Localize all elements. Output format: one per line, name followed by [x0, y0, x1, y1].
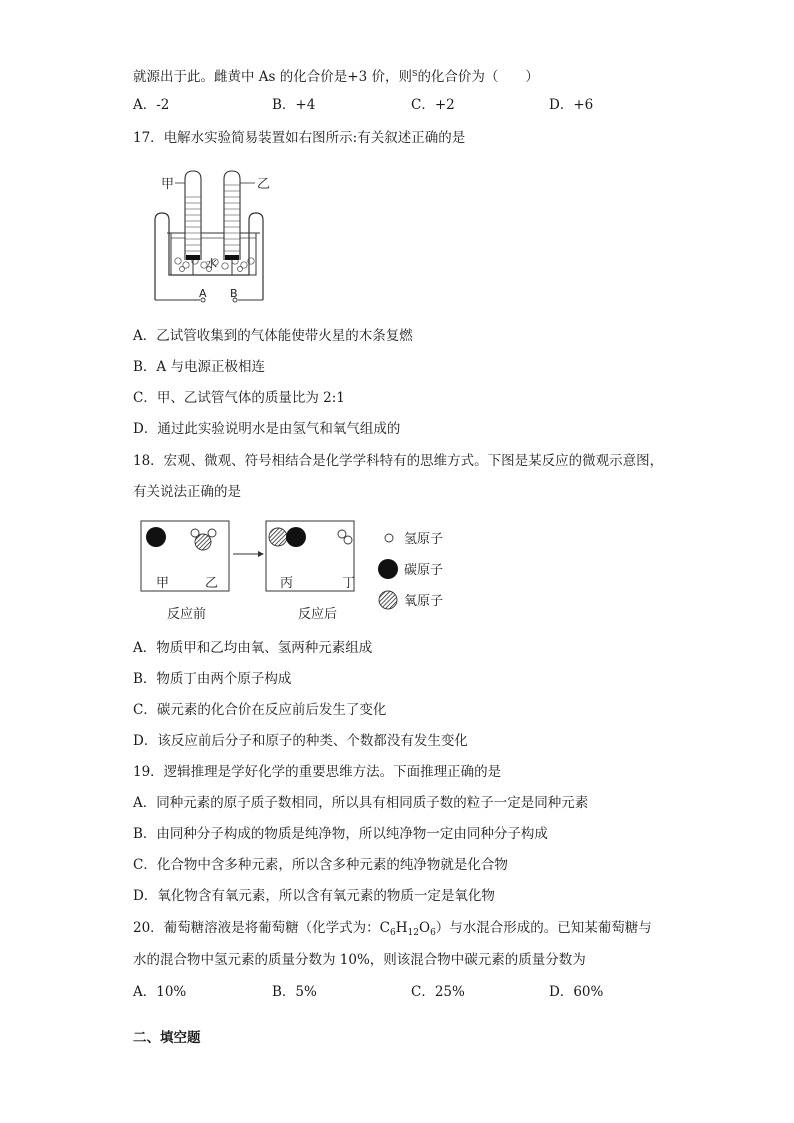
- q20-stem-line2: 水的混合物中氢元素的质量分数为 10%，则该混合物中碳元素的质量分数为: [133, 952, 586, 968]
- caption-before: 反应前: [167, 607, 207, 622]
- legend-oxygen-label: 氧原子: [404, 594, 444, 609]
- section-title: 二、填空题: [133, 1030, 201, 1046]
- legend-oxygen-icon: [379, 591, 397, 609]
- q17-option-b[interactable]: B．A 与电源正极相连: [133, 359, 265, 375]
- electrode-a-label: A: [199, 287, 207, 300]
- q18-stem-line1: 18．宏观、微观、符号相结合是化学学科特有的思维方式。下图是某反应的微观示意图，: [133, 453, 664, 469]
- reaction-microscopic-figure: [138, 516, 468, 626]
- tube-jia-label: 甲: [161, 177, 175, 192]
- q20-option-c[interactable]: C．25%: [411, 984, 465, 1000]
- caption-after: 反应后: [298, 607, 338, 622]
- q18-option-a[interactable]: A．物质甲和乙均由氧、氢两种元素组成: [133, 640, 373, 656]
- electrolysis-apparatus-figure: [145, 165, 280, 310]
- q16-option-b[interactable]: B．+4: [272, 97, 316, 113]
- q16-stem: 就源出于此。雌黄中 As 的化合价是+3 价，则$^S$的化合价为（ ）: [133, 69, 539, 85]
- substance-jia-label: 甲: [156, 576, 170, 591]
- q17-option-c[interactable]: C．甲、乙试管气体的质量比为 2:1: [133, 390, 345, 406]
- substance-yi-label: 乙: [205, 576, 219, 591]
- legend-hydrogen-icon: [385, 534, 393, 542]
- water-label: 水: [206, 257, 217, 270]
- q16-option-a[interactable]: A．-2: [133, 97, 170, 113]
- substance-ding-label: 丁: [342, 576, 356, 591]
- legend-carbon-icon: [378, 559, 398, 579]
- electrode-b-label: B: [230, 287, 238, 300]
- carbon-atom-jia: [146, 527, 166, 547]
- q19-option-c[interactable]: C．化合物中含多种元素，所以含多种元素的纯净物就是化合物: [133, 857, 508, 873]
- oxygen-atom: [269, 528, 287, 546]
- q17-option-d[interactable]: D．通过此实验说明水是由氢气和氧气组成的: [133, 421, 401, 437]
- hydrogen-atom: [338, 530, 346, 538]
- oxygen-atom: [195, 534, 211, 550]
- q16-option-d[interactable]: D．+6: [549, 97, 594, 113]
- q17-option-a[interactable]: A．乙试管收集到的气体能使带火星的木条复燃: [133, 328, 413, 344]
- q20-option-a[interactable]: A．10%: [133, 984, 187, 1000]
- q19-option-d[interactable]: D．氧化物含有氧元素，所以含有氧元素的物质一定是氧化物: [133, 888, 495, 904]
- q18-option-c[interactable]: C．碳元素的化合价在反应前后发生了变化: [133, 702, 387, 718]
- substance-bing-label: 丙: [280, 576, 294, 591]
- q20-option-d[interactable]: D．60%: [549, 984, 604, 1000]
- q19-stem: 19．逻辑推理是学好化学的重要思维方法。下面推理正确的是: [133, 764, 502, 780]
- q18-option-b[interactable]: B．物质丁由两个原子构成: [133, 671, 292, 687]
- hydrogen-atom: [344, 536, 352, 544]
- q18-option-d[interactable]: D．该反应前后分子和原子的种类、个数都没有发生变化: [133, 733, 468, 749]
- q18-stem-line2: 有关说法正确的是: [133, 484, 241, 500]
- q19-option-a[interactable]: A．同种元素的原子质子数相同，所以具有相同质子数的粒子一定是同种元素: [133, 795, 589, 811]
- q16-option-c[interactable]: C．+2: [411, 97, 455, 113]
- q20-option-b[interactable]: B．5%: [272, 984, 317, 1000]
- q17-stem: 17．电解水实验简易装置如右图所示:有关叙述正确的是: [133, 130, 466, 146]
- legend-carbon-label: 碳原子: [404, 563, 444, 578]
- q20-stem-line1: 20．葡萄糖溶液是将葡萄糖（化学式为：$C_6H_{12}O_6$）与水混合形成的。已知某葡萄糖与: [133, 920, 652, 938]
- q16-s-symbol: S: [411, 69, 418, 78]
- legend-hydrogen-label: 氢原子: [404, 532, 444, 547]
- q19-option-b[interactable]: B．由同种分子构成的物质是纯净物，所以纯净物一定由同种分子构成: [133, 826, 548, 842]
- tube-yi-label: 乙: [257, 177, 271, 192]
- hydrogen-atom: [208, 529, 216, 537]
- carbon-atom-bing: [286, 527, 306, 547]
